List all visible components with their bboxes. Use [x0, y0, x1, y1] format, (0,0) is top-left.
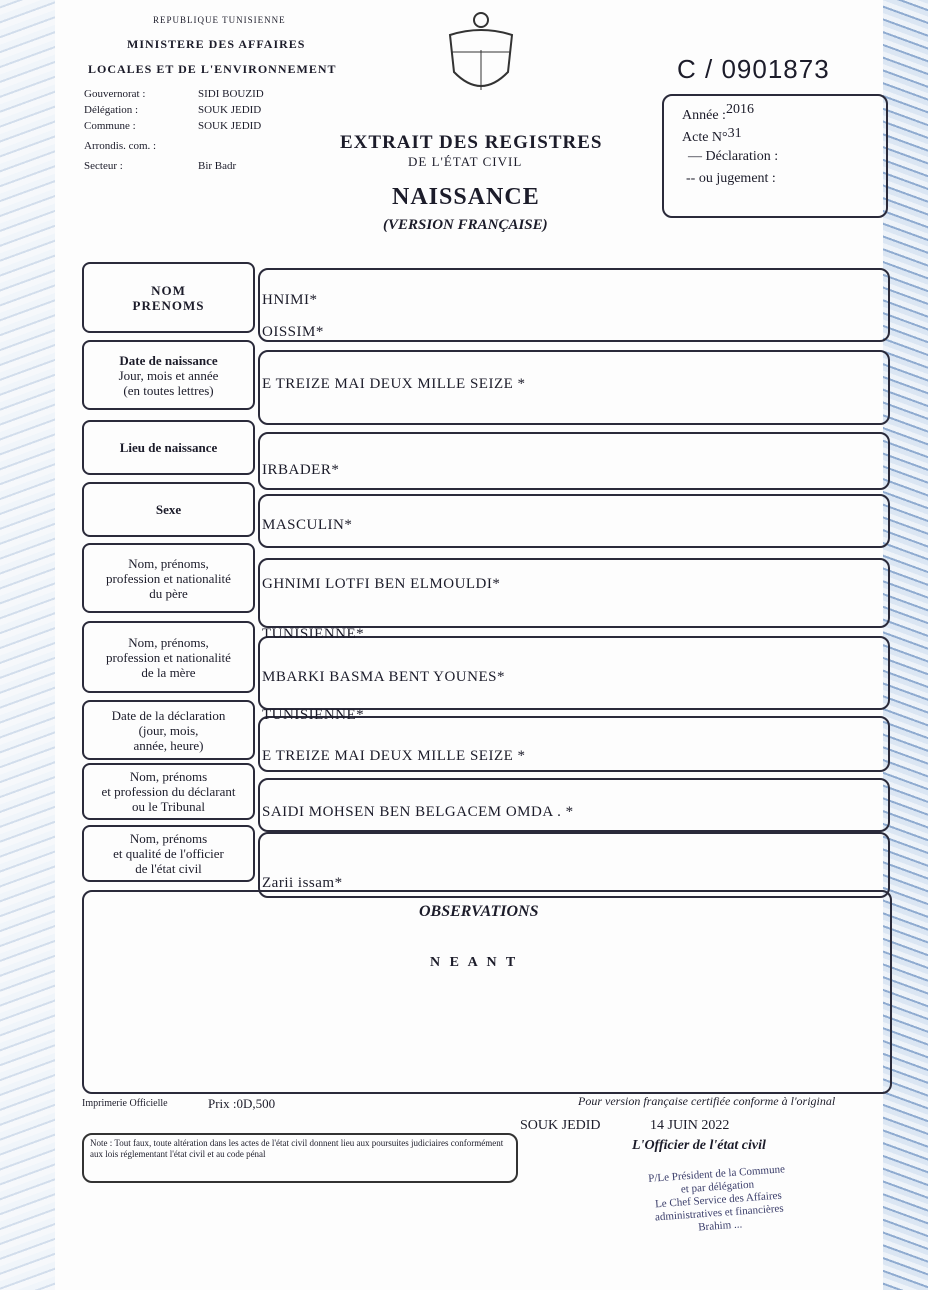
republic: REPUBLIQUE TUNISIENNE	[153, 15, 286, 25]
field-value: E TREIZE MAI DEUX MILLE SEIZE *	[262, 748, 526, 764]
field-label-text: Sexe	[155, 502, 182, 517]
field-value: MASCULIN*	[262, 517, 353, 533]
field-label-text: Nom, prénoms et qualité de l'officier de l'état civil	[113, 831, 224, 876]
field-value-box	[258, 268, 890, 342]
field-value: TUNISIENNE*	[262, 626, 365, 642]
field-label	[82, 340, 255, 410]
header-field-value: SOUK JEDID	[198, 104, 262, 116]
observations-value: N E A N T	[430, 955, 519, 970]
field-value: SAIDI MOHSEN BEN BELGACEM OMDA . *	[262, 804, 574, 820]
certified-text: Pour version française certifiée conforme à l'original	[578, 1094, 836, 1108]
field-label-text: NOM PRENOMS	[132, 282, 205, 313]
field-label	[82, 482, 255, 537]
ministry-1: MINISTERE DES AFFAIRES	[127, 37, 306, 51]
field-value-box	[258, 432, 890, 490]
field-label-text: Date de naissance	[119, 352, 218, 368]
header-field-label: Secteur :	[84, 160, 123, 172]
observations-title: OBSERVATIONS	[419, 903, 539, 920]
jugement-label: -- ou jugement :	[686, 171, 776, 186]
official-stamp: P/Le Président de la Commune et par délégation Le Chef Service des Affaires administratives et financières Brahim ...	[647, 1163, 786, 1234]
acte-value: 31	[727, 126, 742, 141]
ministry-2: LOCALES ET DE L'ENVIRONNEMENT	[88, 62, 337, 76]
serial-number: C / 0901873	[677, 54, 830, 84]
field-label	[82, 763, 255, 820]
field-label-text: Nom, prénoms, profession et nationalité de la mère	[106, 634, 231, 680]
field-label	[82, 825, 255, 882]
header-field-label: Arrondis. com. :	[84, 140, 157, 152]
field-value: OISSIM*	[262, 324, 324, 340]
header-field-label: Gouvernorat :	[84, 88, 146, 100]
price: Prix :0D,500	[208, 1096, 276, 1111]
field-label	[82, 543, 255, 613]
guilloche-border-left	[0, 0, 55, 1290]
issue-date: 14 JUIN 2022	[650, 1118, 730, 1133]
field-value: GHNIMI LOTFI BEN ELMOULDI*	[262, 576, 501, 592]
field-value: E TREIZE MAI DEUX MILLE SEIZE *	[262, 376, 526, 392]
field-value: HNIMI*	[262, 292, 318, 308]
printer: Imprimerie Officielle	[82, 1098, 168, 1109]
field-label	[82, 621, 255, 693]
field-label-text: Nom, prénoms et profession du déclarant ou le Tribunal	[101, 769, 236, 814]
field-label-sub: Jour, mois et année (en toutes lettres)	[118, 367, 219, 398]
field-label	[82, 420, 255, 475]
field-label	[82, 700, 255, 760]
field-value-box	[258, 832, 890, 898]
title-line1: EXTRAIT DES REGISTRES	[340, 132, 603, 153]
field-label-text: Lieu de naissance	[119, 440, 218, 455]
field-label	[82, 262, 255, 333]
issue-place: SOUK JEDID	[520, 1118, 601, 1133]
version: (VERSION FRANÇAISE)	[383, 217, 548, 233]
declaration-label: — Déclaration :	[688, 149, 779, 164]
legal-note: Note : Tout faux, toute altération dans les actes de l'état civil donnent lieu aux poursuites judiciaires conformément aux lois réglementant l'état civil et au code pénal	[82, 1133, 518, 1183]
acte-label: Acte N°	[682, 130, 728, 145]
header-field-label: Commune :	[84, 120, 136, 132]
header-field-value: SIDI BOUZID	[198, 88, 264, 100]
annee-label: Année :	[682, 108, 726, 123]
header-field-value: SOUK JEDID	[198, 120, 262, 132]
header-field-value: Bir Badr	[198, 160, 237, 172]
field-value: Zarii issam*	[262, 875, 343, 891]
field-label-text: Nom, prénoms, profession et nationalité du père	[106, 555, 231, 601]
field-value: IRBADER*	[262, 462, 340, 478]
header-field-label: Délégation :	[84, 104, 139, 116]
tunisia-coat-of-arms	[442, 10, 520, 98]
field-value-box	[258, 494, 890, 548]
document-type: NAISSANCE	[392, 184, 540, 210]
field-value-box	[258, 558, 890, 628]
field-value: TUNISIENNE*	[262, 707, 365, 723]
title-line2: DE L'ÉTAT CIVIL	[408, 154, 523, 169]
officer-title: L'Officier de l'état civil	[632, 1138, 766, 1153]
field-value: MBARKI BASMA BENT YOUNES*	[262, 669, 505, 685]
annee-value: 2016	[725, 102, 754, 117]
field-label-text: Date de la déclaration (jour, mois, année, heure)	[111, 707, 226, 753]
